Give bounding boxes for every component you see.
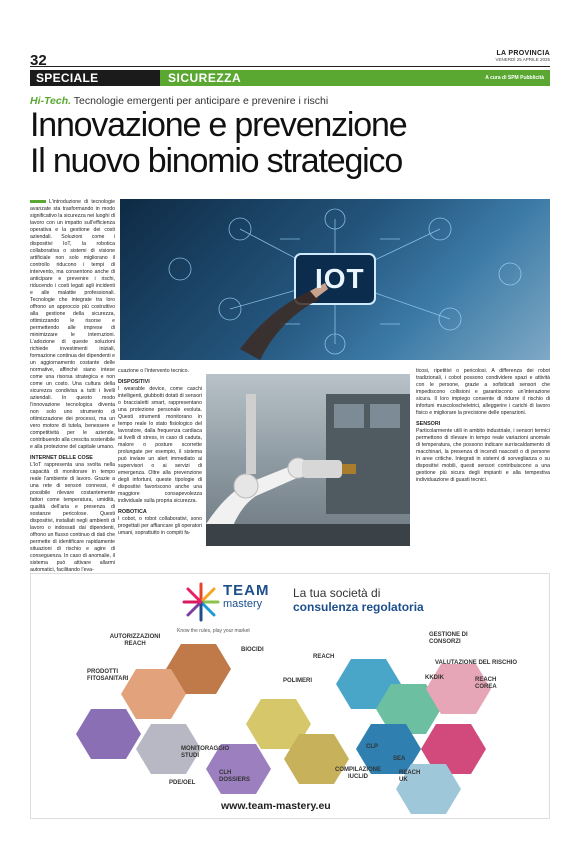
label-monitoraggio: MONITORAGGIO STUDI — [181, 746, 230, 759]
article-column-3 — [416, 368, 550, 484]
subhead-sensori: SENSORI — [416, 421, 441, 427]
curated-by: A cura di SPM Pubblicità — [485, 75, 544, 81]
col3-body1: ticosi, ripetitivi o pericolosi. A differenza dei robot tradizionali, i cobot possono condividere spazi e attività con le persone, grazie a sofisticati sensori che impediscono collisioni e garantiscono un’interazione sicura. Il loro impiego consente di ridurre il rischio di infortuni muscoloscheletrici, alleggerire i carichi di lavoro fisico e migliorare la precisione delle operazioni. — [416, 368, 550, 416]
topic-label-text: SICUREZZA — [168, 71, 242, 85]
label-valutazione: VALUTAZIONE DEL RISCHIO — [435, 660, 518, 666]
section-band — [30, 70, 550, 86]
ad-headline-line-2: consulenza regolatoria — [293, 600, 424, 614]
label-reach-uk: REACH UK — [399, 770, 421, 783]
label-compilazione: COMPILAZIONE IUCLID — [335, 767, 381, 780]
team-mastery-ad[interactable] — [30, 573, 550, 819]
label-reach: REACH — [313, 654, 335, 660]
brand-bottom: mastery — [223, 598, 263, 610]
col2-body2: I cobot, o robot collaborativi, sono progettati per affiancare gli operatori umani, soprattutto in compiti fa- — [118, 516, 202, 536]
section-label: SPECIALE — [30, 70, 160, 86]
hex-prodotti — [76, 709, 141, 759]
col3-body2: Particolarmente utili in ambito industriale, i sensori termici permettono di rilevare in tempo reale variazioni anomale di temperatura, che possono indicare surriscaldamento di macchinari, la presenza di incendi nascosti o di persone in aree critiche. Integrati in sistemi di sorveglianza o su dispositivi mobili, questi sensori contribuiscono a una gestione più sicura degli impianti e alla tempestiva individuazione di guasti tecnici. — [416, 428, 550, 483]
ad-headline-line-1: La tua società di — [293, 586, 381, 600]
subhead-dispositivi: DISPOSITIVI — [118, 379, 150, 385]
hero-iot-image — [120, 199, 550, 360]
col2-top: cuazione o l’intervento tecnico. — [118, 368, 189, 374]
col1-intro: L’introduzione di tecnologie avanzate sta trasformando in modo significativo la sicurezza nei luoghi di lavoro con un impatto sull’efficienza operativa e la gestione dei costi aziendali. Soluzioni come i dispositivi IoT, la robotica collaborativa o sistemi di visione artificiale non solo migliorano il controllo riducono i tempi di intervento, ma consentono anche di anticipare e prevenire i rischi, riducendo i costi legati agli incidenti e alle malattie professionali. Tecnologie che integrate tra loro offrono un approccio più costruttivo alla gestione della sicurezza, ottimizzando le risorse e permettendo alle imprese di minimizzare le interruzioni. L’adozione di queste soluzioni richiede investimenti iniziali, formazione continua dei dipendenti e un aggiornamento costante delle normative, affinché siano intese come una risorsa strategica e non come un costo. Una cultura della sicurezza condivisa a tutti i livelli aziendali. In questo modo l’innovazione tecnologica diventa non solo uno strumento di ottimizzazione dei processi, ma un vero motore di tutela, benessere e competitività per le aziende, contribuendo alla crescita sostenibile e alla protezione del capitale umano. — [30, 199, 115, 450]
kicker-text: Tecnologie emergenti per anticipare e prevenire i rischi — [73, 95, 329, 107]
hero-label: IOT — [315, 263, 365, 294]
article-column-1 — [30, 199, 115, 574]
label-reach-corea: REACH COREA — [475, 677, 497, 690]
publication-name: LA PROVINCIA — [496, 50, 550, 57]
cobot-illustration — [206, 374, 410, 546]
kicker-highlight: Hi-Tech. — [30, 95, 72, 107]
lead-marker — [30, 200, 46, 203]
subhead-iot: INTERNET DELLE COSE — [30, 455, 93, 461]
label-pde: PDE/OEL — [169, 780, 196, 786]
cobot-photo — [206, 374, 410, 546]
label-autorizzazioni: AUTORIZZAZIONI REACH — [109, 634, 161, 647]
subhead-robotica: ROBOTICA — [118, 509, 147, 515]
header-rule — [30, 66, 550, 67]
headline-line-1: Innovazione e prevenzione — [30, 106, 407, 144]
label-clp: CLP — [366, 744, 378, 750]
col1-body: L’IoT rappresenta una svolta nella capacità di monitorare in tempo reale l’ambiente di lavoro. Grazie a una rete di sensori connessi, è possibile rilevare costantemente fattori come temperatura, umidità, qualità dell’aria e presenza di sostanze pericolose. Questi dispositivi, installati negli ambienti di lavoro o indossati dai dipendenti, offrono un flusso continuo di dati che permette di identificare rapidamente situazioni di rischio e agire di conseguenza. In caso di anomalie, il sistema può attivare allarmi automatici, facilitando l’eva- — [30, 462, 115, 573]
article-column-2 — [118, 368, 202, 537]
ad-website-link[interactable]: www.team-mastery.eu — [221, 800, 331, 812]
label-polimeri: POLIMERI — [283, 678, 313, 684]
headline-line-2: Il nuovo binomio strategico — [30, 142, 403, 180]
label-clh: CLH DOSSIERS — [219, 770, 251, 783]
col2-body1: I wearable device, come caschi intelligenti, giubbotti dotati di sensori o braccialetti smart, rappresentano una protezione personale evoluta. Questi strumenti monitorano in tempo reale lo stato fisiologico del lavoratore, dalla frequenza cardiaca ai livelli di stress, in caso di caduta, malore o posture scorrette prolungate per esempio, il sistema può inviare un alert immediato ai supervisori o ai servizi di emergenza. Oltre alla prevenzione degli infortuni, queste tipologie di dispositivi favoriscono anche una maggiore consapevolezza individuale sulla propria sicurezza. — [118, 386, 202, 504]
headline — [30, 107, 406, 179]
masthead — [495, 50, 550, 62]
label-gestione: GESTIONE DI CONSORZI — [429, 632, 468, 645]
topic-label — [160, 70, 550, 86]
ad-tagline: Know the rules, play your market — [177, 628, 250, 634]
label-kkdik: KKDIK — [425, 675, 444, 681]
issue-date: VENERDÌ 25 APRILE 2025 — [495, 57, 550, 62]
page-number: 32 — [30, 52, 47, 69]
label-sea: SEA — [393, 756, 406, 762]
label-biocidi: BIOCIDI — [241, 647, 264, 653]
ad-hexagons — [31, 574, 550, 819]
label-prodotti: PRODOTTI FITOSANITARI — [87, 669, 129, 682]
brand-top: TEAM — [223, 582, 270, 599]
